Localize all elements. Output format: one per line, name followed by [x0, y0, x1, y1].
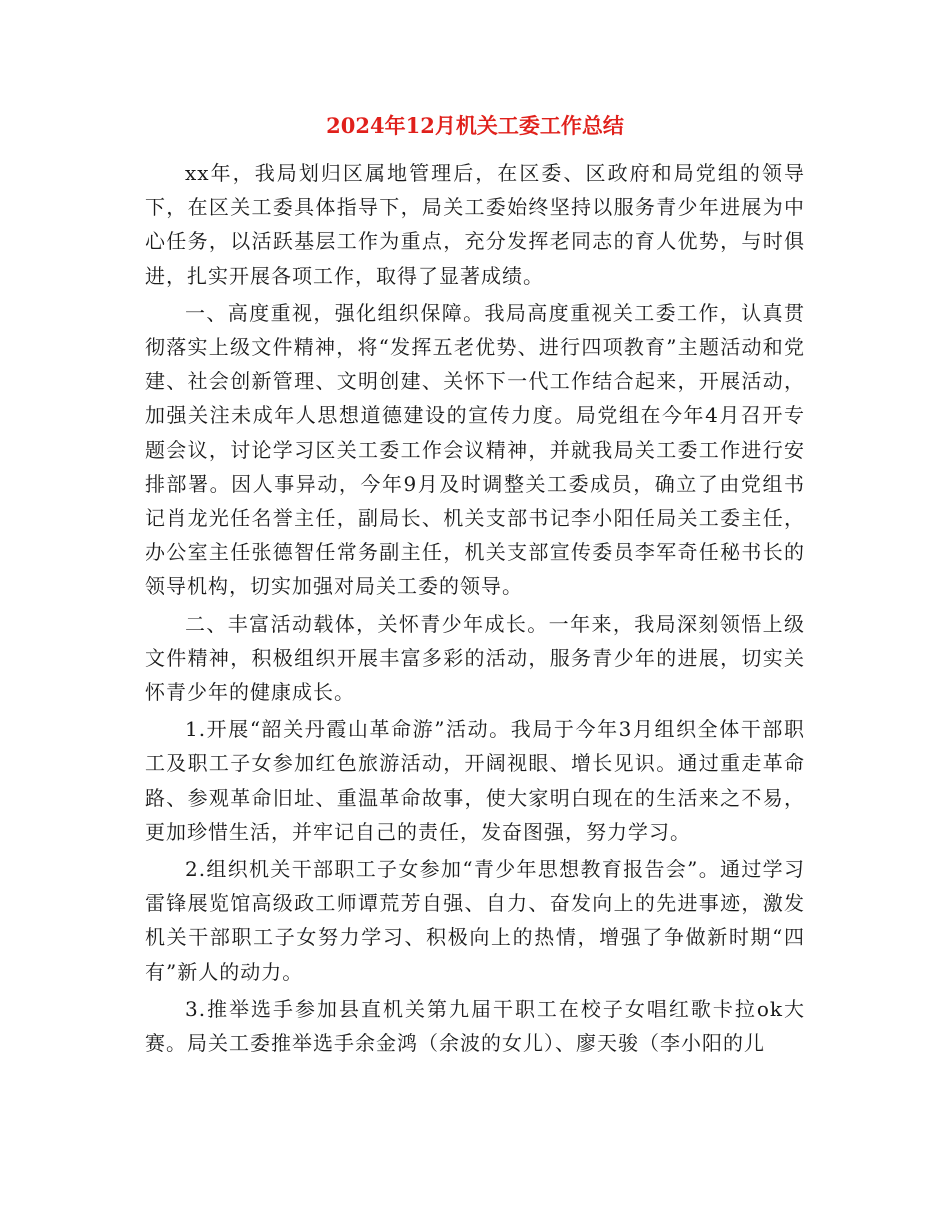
section-one-paragraph: 一、高度重视，强化组织保障。我局高度重视关工委工作，认真贯彻落实上级文件精神，将“发挥五老优势、进行四项教育”主题活动和党建、社会创新管理、文明创建、关怀下一代工作结合起来，开展活动，加强关注未成年人思想道德建设的宣传力度。局党组在今年4月召开专题会议，讨论学习区关工委工作会议精神，并就我局关工委工作进行安排部署。因人事异动，今年9月及时调整关工委成员，确立了由党组书记肖龙光任名誉主任，副局长、机关支部书记李小阳任局关工委主任，办公室主任张德智任常务副主任，机关支部宣传委员李军奇任秘书长的领导机构，切实加强对局关工委的领导。: [145, 300, 805, 599]
section-two-paragraph: 二、丰富活动载体，关怀青少年成长。一年来，我局深刻领悟上级文件精神，积极组织开展丰富多彩的活动，服务青少年的进展，切实关怀青少年的健康成长。: [145, 611, 805, 705]
item-one-paragraph: 1.开展“韶关丹霞山革命游”活动。我局于今年3月组织全体干部职工及职工子女参加红色旅游活动，开阔视眼、增长见识。通过重走革命路、参观革命旧址、重温革命故事，使大家明白现在的生活来之不易，更加珍惜生活，并牢记自己的责任，发奋图强，努力学习。: [145, 717, 805, 844]
document-title: 2024年12月机关工委工作总结: [326, 113, 624, 138]
item-two-paragraph: 2.组织机关干部职工子女参加“青少年思想教育报告会”。通过学习雷锋展览馆高级政工师谭荒芳自强、自力、奋发向上的先进事迹，激发机关干部职工子女努力学习、积极向上的热情，增强了争做新时期“四有”新人的动力。: [145, 857, 805, 984]
item-three-paragraph: 3.推举选手参加县直机关第九届干职工在校子女唱红歌卡拉ok大赛。局关工委推举选手余金鸿（余波的女儿）、廖天骏（李小阳的儿: [145, 996, 805, 1056]
intro-paragraph: xx年，我局划归区属地管理后，在区委、区政府和局党组的领导下，在区关工委具体指导下，局关工委始终坚持以服务青少年进展为中心任务，以活跃基层工作为重点，充分发挥老同志的育人优势，与时俱进，扎实开展各项工作，取得了显著成绩。: [145, 161, 805, 288]
document-body: [145, 156, 805, 1063]
